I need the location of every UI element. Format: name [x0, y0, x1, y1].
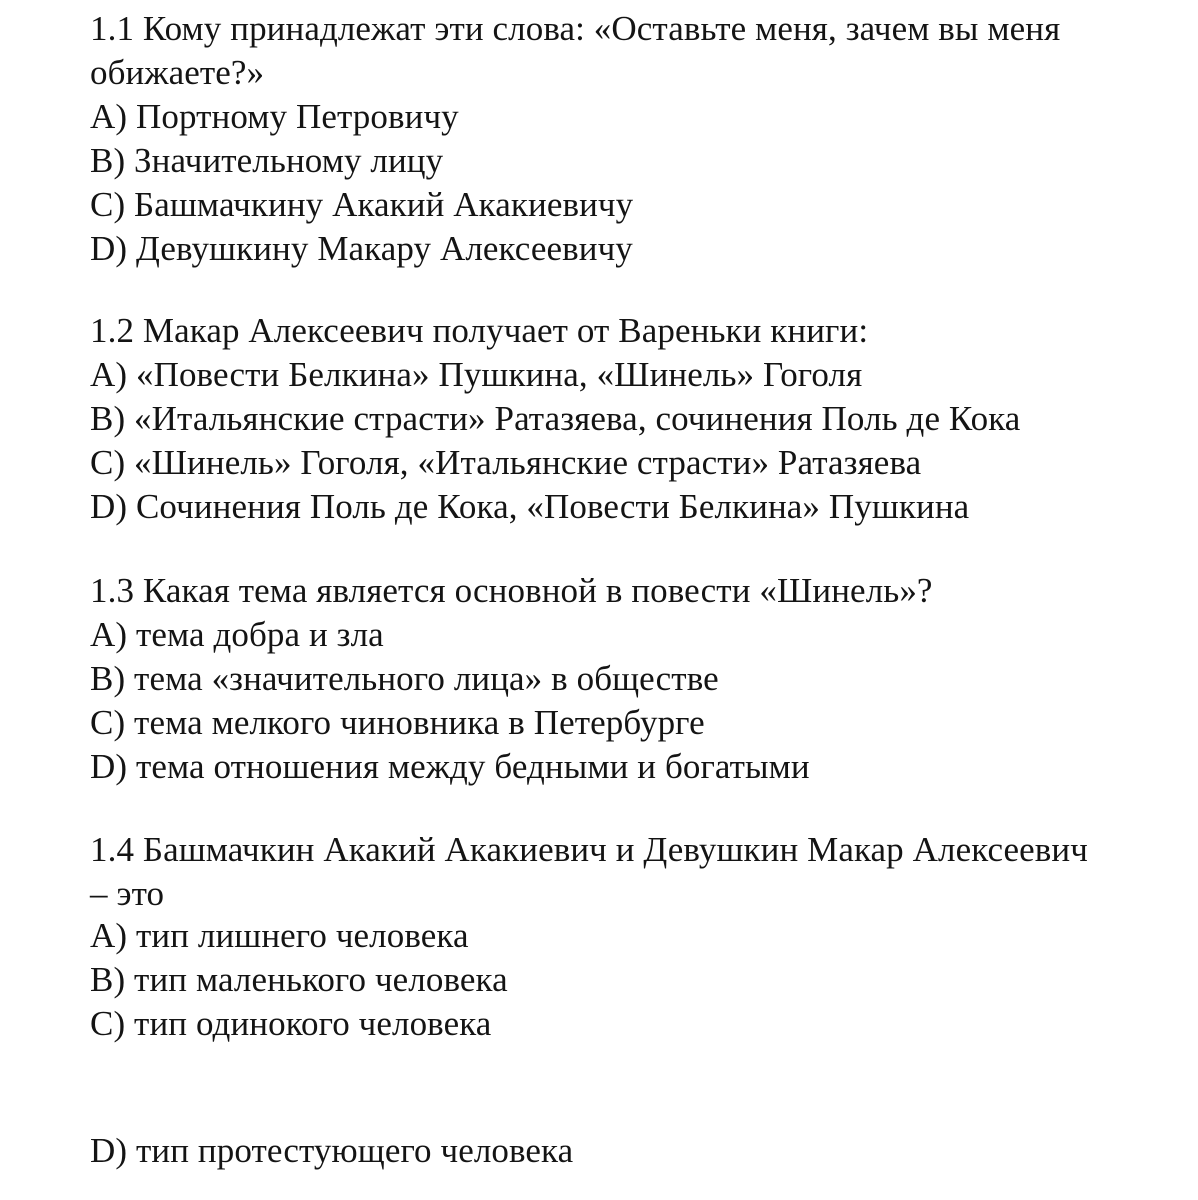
question-1-4-option-c: C) тип одинокого человека [90, 1004, 492, 1043]
question-1-4-text: 1.4 Башмачкин Акакий Акакиевич и Девушкин Макар Алексеевич [90, 830, 1088, 869]
question-1-2-text: 1.2 Макар Алексеевич получает от Вареньки книги: [90, 311, 869, 350]
question-1-2-option-a: A) «Повести Белкина» Пушкина, «Шинель» Гоголя [90, 355, 863, 394]
question-1-3-option-a: A) тема добра и зла [90, 615, 384, 654]
question-1-1-text: 1.1 Кому принадлежат эти слова: «Оставьте меня, зачем вы меня [90, 9, 1061, 48]
question-1-4-text-continued: – это [90, 874, 165, 913]
question-1-3-option-d: D) тема отношения между бедными и богатыми [90, 747, 810, 786]
question-1-3-option-b: B) тема «значительного лица» в обществе [90, 659, 719, 698]
question-1-4-option-b: B) тип маленького человека [90, 960, 508, 999]
question-1-1-option-a: A) Портному Петровичу [90, 97, 459, 136]
question-1-2-option-b: B) «Итальянские страсти» Ратазяева, сочинения Поль де Кока [90, 399, 1021, 438]
question-1-3-option-c: C) тема мелкого чиновника в Петербурге [90, 703, 705, 742]
question-1-4-option-d: D) тип протестующего человека [90, 1131, 574, 1170]
question-1-2-option-c: C) «Шинель» Гоголя, «Итальянские страсти» Ратазяева [90, 443, 922, 482]
question-1-1-text-continued: обижаете?» [90, 53, 265, 92]
question-1-3-text: 1.3 Какая тема является основной в повести «Шинель»? [90, 571, 933, 610]
question-1-2-option-d: D) Сочинения Поль де Кока, «Повести Белкина» Пушкина [90, 487, 970, 526]
question-1-1-option-c: C) Башмачкину Акакий Акакиевичу [90, 185, 634, 224]
question-1-4-option-a: A) тип лишнего человека [90, 916, 469, 955]
question-1-1-option-d: D) Девушкину Макару Алексеевичу [90, 229, 633, 268]
question-1-1-option-b: B) Значительному лицу [90, 141, 444, 180]
